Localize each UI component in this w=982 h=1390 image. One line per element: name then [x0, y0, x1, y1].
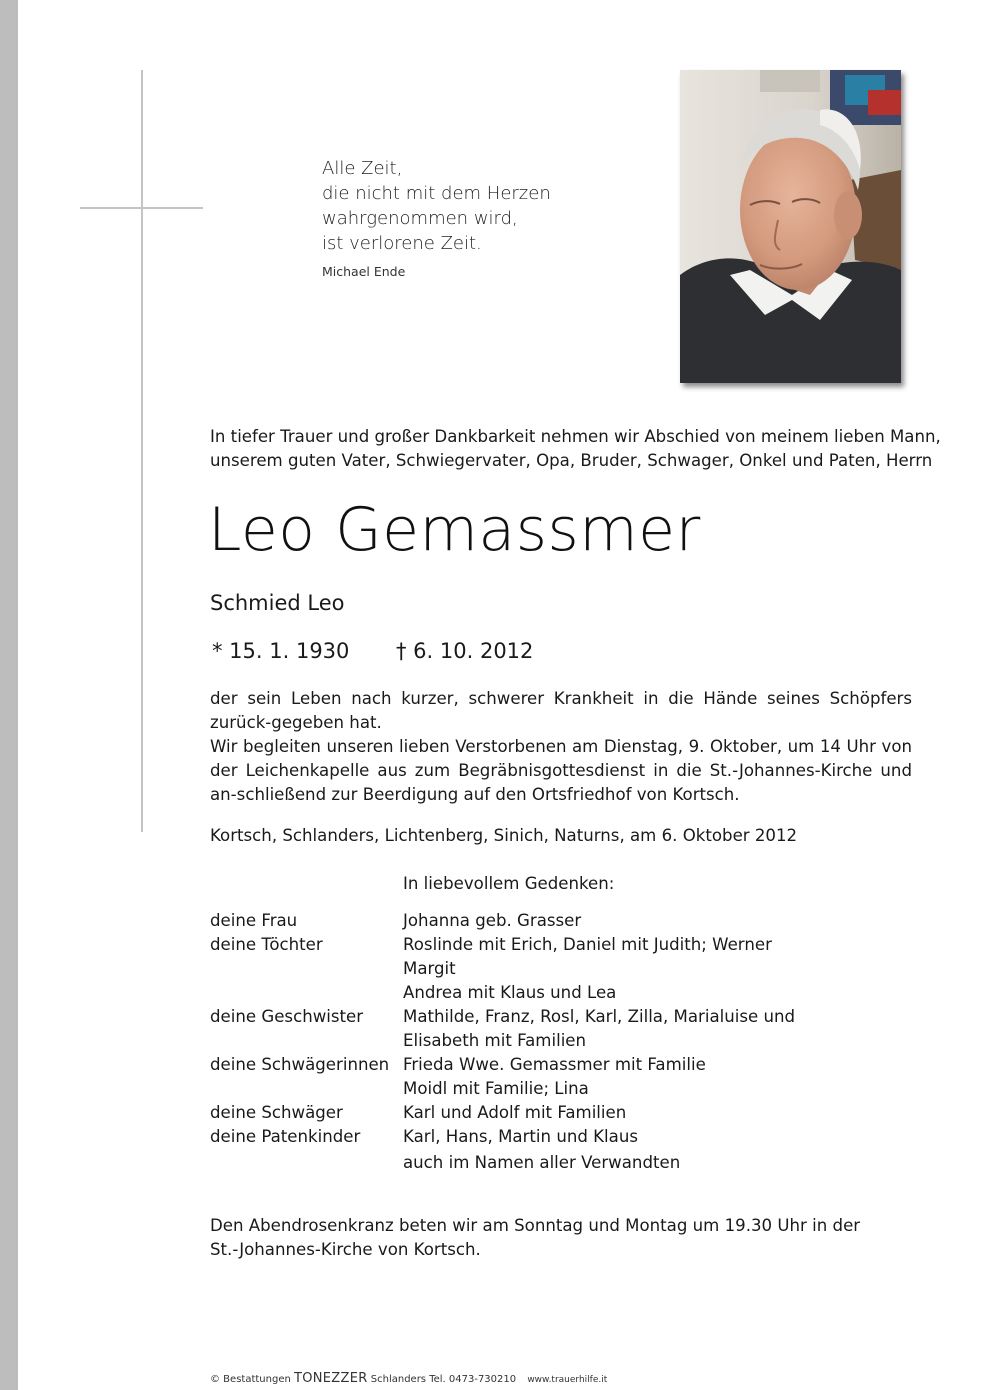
family-names: Margit [403, 959, 456, 978]
family-relation: deine Töchter [210, 935, 323, 954]
quote-line: die nicht mit dem Herzen [322, 183, 551, 204]
family-relation: deine Schwäger [210, 1103, 343, 1122]
family-row [210, 909, 795, 933]
rosary-notice [210, 1214, 860, 1262]
intro-line: In tiefer Trauer und großer Dankbarkeit nehmen wir Abschied von meinem lieben Mann, [210, 427, 941, 446]
family-row [210, 1101, 795, 1125]
quote-line: wahrgenommen wird, [322, 208, 518, 229]
family-row [210, 1005, 795, 1053]
announcement-paragraph: Wir begleiten unseren lieben Verstorbenen am Dienstag, 9. Oktober, um 14 Uhr von der Leichenkapelle aus zum Begräbnisgottesdienst in die St.-Johannes-Kirche und an-schließend zur Beerdigung auf den Ortsfriedhof von Kortsch. [210, 737, 912, 804]
deceased-name: Leo Gemassmer [208, 495, 701, 565]
family-relation: deine Frau [210, 911, 298, 930]
announcement-text [210, 687, 912, 807]
footer-details: Schlanders Tel. 0473-730210 [370, 1374, 517, 1385]
intro-line: unserem guten Vater, Schwiegervater, Opa, Bruder, Schwager, Onkel und Paten, Herrn [210, 451, 933, 470]
intro-text [210, 425, 941, 473]
memorial-quote [322, 156, 551, 256]
quote-line: Alle Zeit, [322, 158, 403, 179]
announcement-paragraph: der sein Leben nach kurzer, schwerer Krankheit in die Hände seines Schöpfers zurück-gegeben hat. [210, 689, 912, 732]
cross-horizontal-beam [80, 207, 203, 209]
family-relation: deine Patenkinder [210, 1127, 361, 1146]
left-margin-bar [0, 0, 18, 1390]
family-names: Karl, Hans, Martin und Klaus [403, 1127, 638, 1146]
footer-website: www.trauerhilfe.it [527, 1375, 608, 1385]
portrait-photo [680, 70, 901, 383]
family-row [210, 1125, 795, 1149]
life-dates [212, 636, 534, 666]
family-closing: auch im Namen aller Verwandten [403, 1153, 681, 1172]
family-names: Johanna geb. Grasser [403, 911, 582, 930]
rosary-line: Den Abendrosenkranz beten wir am Sonntag und Montag um 19.30 Uhr in der [210, 1216, 861, 1235]
footer-prefix: © Bestattungen [210, 1374, 291, 1385]
family-names: Frieda Wwe. Gemassmer mit Familie [403, 1055, 706, 1074]
quote-author: Michael Ende [322, 264, 406, 279]
cross-vertical-beam [141, 70, 143, 832]
family-relation: deine Schwägerinnen [210, 1055, 390, 1074]
family-names: Moidl mit Familie; Lina [403, 1079, 589, 1098]
place-and-date: Kortsch, Schlanders, Lichtenberg, Sinich, Naturns, am 6. Oktober 2012 [210, 826, 798, 845]
family-names: Elisabeth mit Familien [403, 1031, 587, 1050]
in-memory-heading: In liebevollem Gedenken: [403, 874, 615, 893]
deceased-nickname: Schmied Leo [210, 591, 345, 615]
footer-credit [210, 1372, 607, 1387]
family-relation: deine Geschwister [210, 1007, 364, 1026]
family-names: Karl und Adolf mit Familien [403, 1103, 627, 1122]
death-date: † 6. 10. 2012 [396, 639, 534, 663]
footer-brand: TONEZZER [294, 1371, 368, 1386]
family-list [210, 909, 795, 1175]
family-names: Andrea mit Klaus und Lea [403, 983, 617, 1002]
family-names: Mathilde, Franz, Rosl, Karl, Zilla, Marialuise und [403, 1007, 796, 1026]
family-names: Roslinde mit Erich, Daniel mit Judith; Werner [403, 935, 772, 954]
quote-line: ist verlorene Zeit. [322, 233, 482, 254]
family-row [210, 933, 795, 1005]
birth-date: * 15. 1. 1930 [212, 639, 350, 663]
family-row [210, 1053, 795, 1101]
rosary-line: St.-Johannes-Kirche von Kortsch. [210, 1240, 481, 1259]
